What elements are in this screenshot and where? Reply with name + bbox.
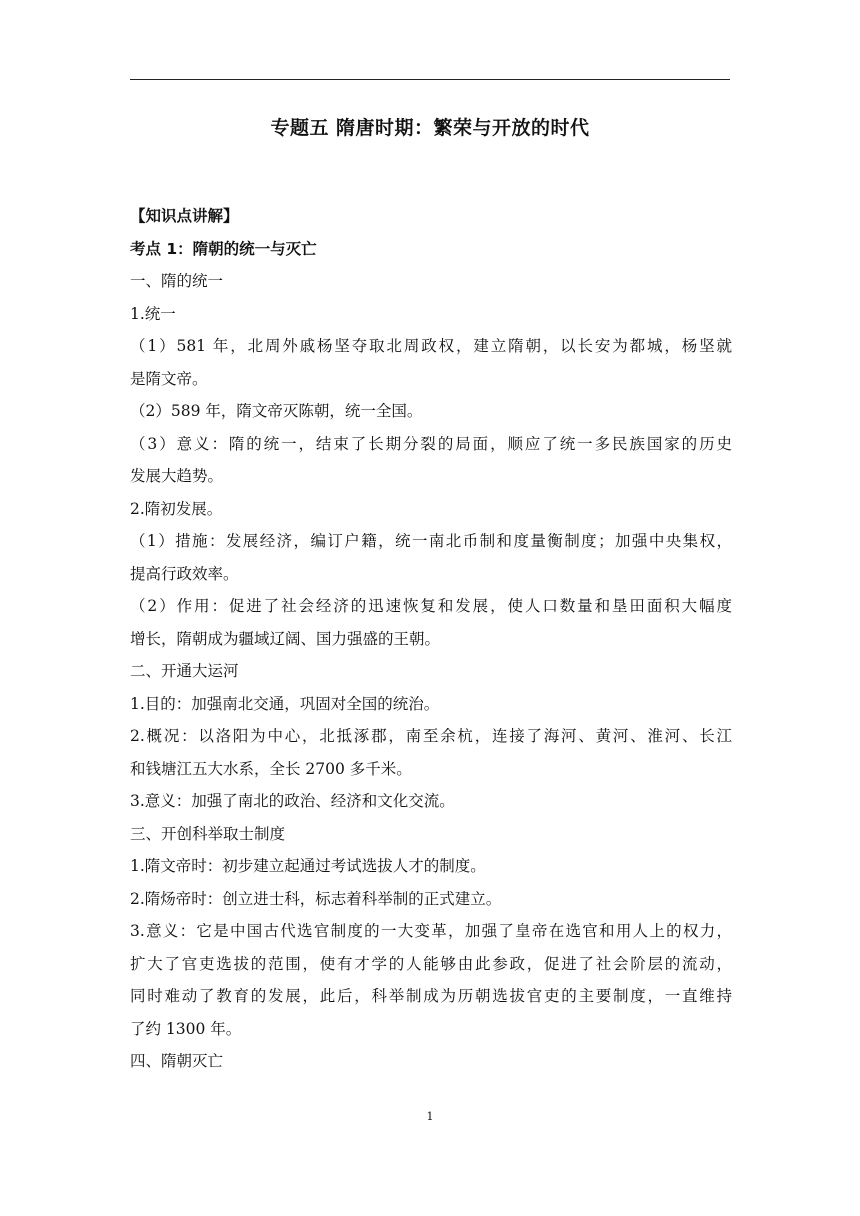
text-line: 提高行政效率。 xyxy=(130,564,239,583)
text-line: （3）意义：隋的统一，结束了长期分裂的局面，顺应了统一多民族国家的历史 xyxy=(130,434,732,453)
text-line: 3.意义：它是中国古代选官制度的一大变革，加强了皇帝在选官和用人上的权力， xyxy=(130,922,732,940)
text-line: 3.意义：加强了南北的政治、经济和文化交流。 xyxy=(130,792,455,810)
text-line: 二、开通大运河 xyxy=(130,662,239,680)
text-line: 了约 1300 年。 xyxy=(130,1019,242,1038)
text-line: 2.隋炀帝时：创立进士科，标志着科举制的正式建立。 xyxy=(130,889,502,908)
text-line: （2）589 年，隋文帝灭陈朝，统一全国。 xyxy=(130,402,423,420)
section-heading: 【知识点讲解】 xyxy=(130,207,239,225)
text-line: 和钱塘江五大水系，全长 2700 多千米。 xyxy=(130,759,412,778)
text-line: 增长，隋朝成为疆域辽阔、国力强盛的王朝。 xyxy=(130,629,441,648)
text-line: （1）措施：发展经济，编订户籍，统一南北币制和度量衡制度；加强中央集权， xyxy=(130,532,732,550)
text-line: 同时难动了教育的发展，此后，科举制成为历朝选拔官吏的主要制度，一直维持 xyxy=(130,987,732,1005)
text-line: 1.目的：加强南北交通，巩固对全国的统治。 xyxy=(130,694,440,713)
document-title: 专题五 隋唐时期：繁荣与开放的时代 xyxy=(270,117,590,139)
text-line: 2.隋初发展。 xyxy=(130,499,223,518)
text-line: 是隋文帝。 xyxy=(130,369,208,388)
text-line: 1.统一 xyxy=(130,304,176,323)
text-line: 扩大了官吏选拔的范围，使有才学的人能够由此参政，促进了社会阶层的流动， xyxy=(130,954,732,973)
text-line: （1）581 年，北周外戚杨坚夺取北周政权，建立隋朝，以长安为都城，杨坚就 xyxy=(130,337,732,355)
page-number: 1 xyxy=(426,1110,434,1123)
document-body xyxy=(130,200,732,1078)
header-rule xyxy=(130,79,730,80)
text-line: 一、隋的统一 xyxy=(130,272,224,290)
section-heading: 考点 1：隋朝的统一与灭亡 xyxy=(130,239,317,258)
text-line: 四、隋朝灭亡 xyxy=(130,1052,224,1070)
text-line: 发展大趋势。 xyxy=(130,467,224,485)
text-line: 1.隋文帝时：初步建立起通过考试选拔人才的制度。 xyxy=(130,857,486,875)
text-line: （2）作用：促进了社会经济的迅速恢复和发展，使人口数量和垦田面积大幅度 xyxy=(130,597,732,615)
text-line: 三、开创科举取士制度 xyxy=(130,824,286,843)
text-line: 2.概况：以洛阳为中心，北抵涿郡，南至余杭，连接了海河、黄河、淮河、长江 xyxy=(130,727,732,745)
